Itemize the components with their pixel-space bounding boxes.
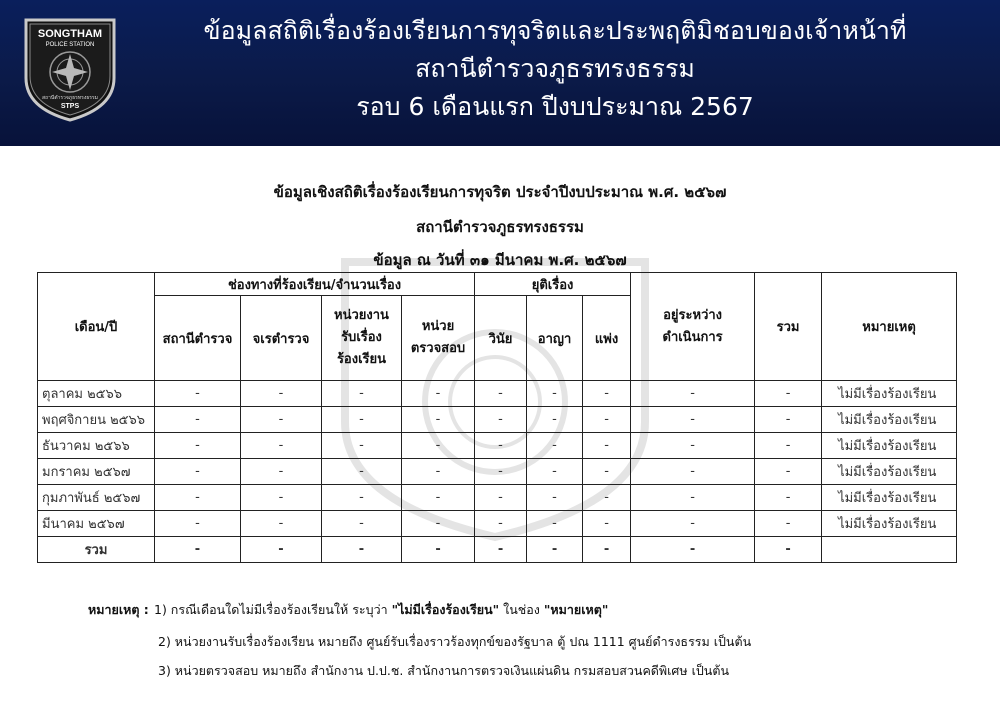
table-row xyxy=(38,459,957,485)
row-remark: ไม่มีเรื่องร้องเรียน xyxy=(822,511,957,537)
document-date: ข้อมูล ณ วันที่ ๓๑ มีนาคม พ.ศ. ๒๕๖๗ xyxy=(373,251,627,269)
header-title-line1: ข้อมูลสถิติเรื่องร้องเรียนการทุจริตและประพฤติมิชอบของเจ้าหน้าที่ xyxy=(203,16,907,45)
row-remark: ไม่มีเรื่องร้องเรียน xyxy=(822,459,957,485)
table-cell: - xyxy=(241,511,322,537)
header-criminal: อาญา xyxy=(527,296,583,381)
row-month: ธันวาคม ๒๕๖๖ xyxy=(38,433,155,459)
table-cell: - xyxy=(631,537,755,563)
table-cell: - xyxy=(527,433,583,459)
logo-thai-text: สถานีตำรวจภูธรทรงธรรม xyxy=(42,95,98,101)
header-total: รวม xyxy=(755,273,822,381)
table-total-row xyxy=(38,537,957,563)
table-cell: - xyxy=(155,433,241,459)
note-2: 2) หน่วยงานรับเรื่องร้องเรียน หมายถึง ศูนย์รับเรื่องราวร้องทุกข์ของรัฐบาล ตู้ ปณ 1111 ศูนย์ดำรงธรรม เป็นต้น xyxy=(158,634,752,649)
table-row xyxy=(38,511,957,537)
header-audit-unit: หน่วย ตรวจสอบ xyxy=(402,296,475,381)
document-title: ข้อมูลเชิงสถิติเรื่องร้องเรียนการทุจริต ประจำปีงบประมาณ พ.ศ. ๒๕๖๗ xyxy=(273,183,727,201)
row-month: พฤศจิกายน ๒๕๖๖ xyxy=(38,407,155,433)
table-cell: - xyxy=(402,407,475,433)
document-subtitle: สถานีตำรวจภูธรทรงธรรม xyxy=(416,218,584,236)
table-cell: - xyxy=(631,433,755,459)
header-month: เดือน/ปี xyxy=(38,273,155,381)
header-civil: แพ่ง xyxy=(583,296,631,381)
row-remark: ไม่มีเรื่องร้องเรียน xyxy=(822,381,957,407)
header-station: สถานีตำรวจ xyxy=(155,296,241,381)
table-cell: - xyxy=(475,537,527,563)
header-title-line2: สถานีตำรวจภูธรทรงธรรม xyxy=(415,54,695,83)
table-cell: - xyxy=(755,381,822,407)
header-title-line3: รอบ 6 เดือนแรก ปีงบประมาณ 2567 xyxy=(356,92,754,121)
row-remark: ไม่มีเรื่องร้องเรียน xyxy=(822,407,957,433)
table-cell: - xyxy=(631,407,755,433)
row-remark: ไม่มีเรื่องร้องเรียน xyxy=(822,485,957,511)
table-row xyxy=(38,433,957,459)
logo-top-text: SONGTHAM xyxy=(37,28,103,40)
table-cell: - xyxy=(475,485,527,511)
table-cell: - xyxy=(241,433,322,459)
table-cell: - xyxy=(155,485,241,511)
table-cell: - xyxy=(583,511,631,537)
table-cell: - xyxy=(583,485,631,511)
row-month: ตุลาคม ๒๕๖๖ xyxy=(38,381,155,407)
table-cell: - xyxy=(322,485,402,511)
table-cell: - xyxy=(755,485,822,511)
table-cell: - xyxy=(527,511,583,537)
note-3: 3) หน่วยตรวจสอบ หมายถึง สำนักงาน ป.ป.ช. สำนักงานการตรวจเงินแผ่นดิน กรมสอบสวนคดีพิเศษ เป็นต้น xyxy=(158,663,729,678)
table-cell: - xyxy=(241,537,322,563)
header-discipline: วินัย xyxy=(475,296,527,381)
header-channels: ช่องทางที่ร้องเรียน/จำนวนเรื่อง xyxy=(155,273,475,296)
table-cell: - xyxy=(527,407,583,433)
table-cell: - xyxy=(402,537,475,563)
table-cell: - xyxy=(322,459,402,485)
table-cell: - xyxy=(631,459,755,485)
header-patrol: จเรตำรวจ xyxy=(241,296,322,381)
notes-label: หมายเหตุ : xyxy=(88,602,149,617)
table-cell: - xyxy=(155,459,241,485)
table-cell: - xyxy=(755,433,822,459)
row-month: มกราคม ๒๕๖๗ xyxy=(38,459,155,485)
table-cell: - xyxy=(475,407,527,433)
row-month: กุมภาพันธ์ ๒๕๖๗ xyxy=(38,485,155,511)
table-cell: - xyxy=(155,511,241,537)
header-in-progress: อยู่ระหว่าง ดำเนินการ xyxy=(631,273,755,381)
row-remark: ไม่มีเรื่องร้องเรียน xyxy=(822,433,957,459)
table-cell: - xyxy=(631,485,755,511)
total-remark xyxy=(822,537,957,563)
table-row xyxy=(38,381,957,407)
header-closed: ยุติเรื่อง xyxy=(475,273,631,296)
table-cell: - xyxy=(402,433,475,459)
table-cell: - xyxy=(755,407,822,433)
table-cell: - xyxy=(402,381,475,407)
table-cell: - xyxy=(241,381,322,407)
table-cell: - xyxy=(755,537,822,563)
table-cell: - xyxy=(322,433,402,459)
table-cell: - xyxy=(583,459,631,485)
table-cell: - xyxy=(527,459,583,485)
songtham-police-logo xyxy=(22,16,118,122)
table-cell: - xyxy=(755,459,822,485)
table-cell: - xyxy=(475,433,527,459)
table-cell: - xyxy=(583,537,631,563)
table-cell: - xyxy=(583,381,631,407)
table-cell: - xyxy=(475,381,527,407)
table-cell: - xyxy=(241,485,322,511)
table-cell: - xyxy=(322,381,402,407)
header-receiving-unit: หน่วยงาน รับเรื่อง ร้องเรียน xyxy=(322,296,402,381)
table-cell: - xyxy=(155,537,241,563)
table-cell: - xyxy=(241,459,322,485)
logo-sub-text: POLICE STATION xyxy=(45,42,95,48)
table-cell: - xyxy=(527,381,583,407)
table-cell: - xyxy=(241,407,322,433)
table-cell: - xyxy=(402,485,475,511)
table-cell: - xyxy=(527,485,583,511)
note-1: 1) กรณีเดือนใดไม่มีเรื่องร้องเรียนให้ ระบุว่า "ไม่มีเรื่องร้องเรียน" ในช่อง "หมายเหตุ" xyxy=(154,602,609,617)
table-cell: - xyxy=(402,511,475,537)
table-cell: - xyxy=(155,381,241,407)
table-cell: - xyxy=(402,459,475,485)
table-cell: - xyxy=(755,511,822,537)
table-cell: - xyxy=(475,459,527,485)
table-cell: - xyxy=(631,381,755,407)
table-cell: - xyxy=(631,511,755,537)
table-cell: - xyxy=(322,511,402,537)
table-cell: - xyxy=(583,433,631,459)
complaint-statistics-table xyxy=(37,272,957,563)
header-remark: หมายเหตุ xyxy=(822,273,957,381)
total-label: รวม xyxy=(38,537,155,563)
header-title-block xyxy=(130,12,980,126)
table-cell: - xyxy=(527,537,583,563)
table-row xyxy=(38,485,957,511)
table-cell: - xyxy=(475,511,527,537)
table-cell: - xyxy=(155,407,241,433)
table-cell: - xyxy=(322,537,402,563)
table-cell: - xyxy=(322,407,402,433)
header-banner xyxy=(0,0,1000,146)
table-cell: - xyxy=(583,407,631,433)
table-row xyxy=(38,407,957,433)
row-month: มีนาคม ๒๕๖๗ xyxy=(38,511,155,537)
logo-badge-text: STPS xyxy=(60,103,80,110)
